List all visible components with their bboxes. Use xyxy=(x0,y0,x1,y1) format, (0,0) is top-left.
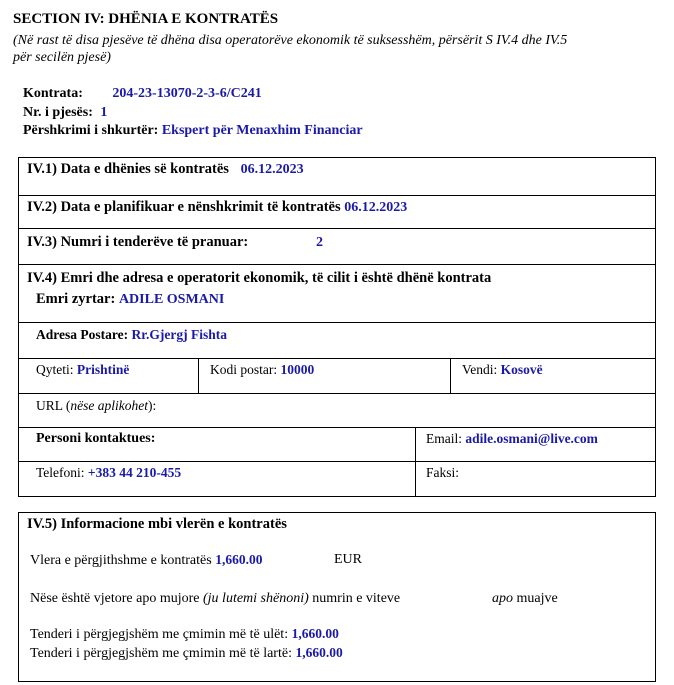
divider xyxy=(18,228,656,229)
annual-years: numrin e viteve xyxy=(312,591,401,606)
annual-hint: (ju lutemi shënoni) xyxy=(203,591,309,606)
address-label: Adresa Postare: xyxy=(36,327,129,342)
contract-label: Kontrata: xyxy=(23,86,83,101)
url-label-end: ): xyxy=(147,398,157,413)
iv1-value: 06.12.2023 xyxy=(240,162,304,177)
country-value: Kosovë xyxy=(500,362,543,377)
description-value: Ekspert për Menaxhim Financiar xyxy=(161,123,363,138)
email-label: Email: xyxy=(426,431,462,446)
currency: EUR xyxy=(334,552,362,567)
section-title: SECTION IV: DHËNIA E KONTRATËS xyxy=(13,11,279,27)
city-value: Prishtinë xyxy=(76,362,130,377)
iv1-row xyxy=(27,161,304,178)
highest-price-row xyxy=(30,645,343,662)
divider xyxy=(18,461,656,462)
total-value: 1,660.00 xyxy=(215,552,263,567)
annual-months-label: muajve xyxy=(516,591,558,606)
divider xyxy=(18,322,656,323)
total-value-row xyxy=(30,552,262,569)
divider xyxy=(415,427,416,497)
city-cell xyxy=(36,362,129,378)
address-value: Rr.Gjergj Fishta xyxy=(131,327,227,342)
divider xyxy=(450,358,451,393)
annual-row xyxy=(30,591,400,607)
divider xyxy=(18,427,656,428)
iv3-label: IV.3) Numri i tenderëve të pranuar: xyxy=(27,234,249,250)
divider xyxy=(18,358,656,359)
contract-value: 204-23-13070-2-3-6/C241 xyxy=(112,86,262,101)
description-row xyxy=(23,123,363,139)
annual-apo: apo xyxy=(492,591,513,606)
divider xyxy=(198,358,199,393)
lowest-price-label: Tenderi i përgjegjshëm me çmimin më të ulët: xyxy=(30,627,289,642)
url-hint: nëse aplikohet xyxy=(70,398,148,413)
section-note-line2: për secilën pjesë) xyxy=(13,50,111,65)
lot-value: 1 xyxy=(100,105,108,120)
official-name-row xyxy=(36,291,224,308)
divider xyxy=(18,264,656,265)
lowest-price-row xyxy=(30,626,339,643)
section-note-line1: (Në rast të disa pjesëve të dhëna disa operatorëve ekonomik të suksesshëm, përsërit S IV.4 dhe IV.5 xyxy=(13,33,568,48)
highest-price-label: Tenderi i përgjegjshëm me çmimin më të lartë: xyxy=(30,646,292,661)
total-value-label: Vlera e përgjithshme e kontratës xyxy=(30,553,212,568)
description-label: Përshkrimi i shkurtër: xyxy=(23,123,159,138)
iv3-value: 2 xyxy=(316,235,323,250)
url-row xyxy=(36,398,156,414)
phone-value: +383 44 210-455 xyxy=(87,465,182,480)
lot-label: Nr. i pjesës: xyxy=(23,105,93,120)
iv1-label: IV.1) Data e dhënies së kontratës xyxy=(27,161,229,177)
postal-value: 10000 xyxy=(280,362,315,377)
iv2-row xyxy=(27,199,407,216)
postal-label: Kodi postar: xyxy=(210,362,278,377)
contact-person-label: Personi kontaktues: xyxy=(36,431,156,446)
divider xyxy=(18,393,656,394)
iv5-label: IV.5) Informacione mbi vlerën e kontratës xyxy=(27,516,287,532)
address-row xyxy=(36,327,227,343)
annual-months xyxy=(492,591,558,607)
highest-price-value: 1,660.00 xyxy=(295,645,343,660)
email-cell xyxy=(426,431,598,447)
lowest-price-value: 1,660.00 xyxy=(291,626,339,641)
country-label: Vendi: xyxy=(462,362,498,377)
section-note xyxy=(13,32,663,66)
official-name-label: Emri zyrtar: xyxy=(36,291,116,307)
email-value: adile.osmani@live.com xyxy=(465,431,598,446)
url-label: URL ( xyxy=(36,398,71,413)
lot-row xyxy=(23,105,107,121)
country-cell xyxy=(462,362,543,378)
contract-row xyxy=(23,86,262,102)
postal-cell xyxy=(210,362,314,378)
phone-label: Telefoni: xyxy=(36,465,85,480)
iv4-label: IV.4) Emri dhe adresa e operatorit ekonomik, të cilit i është dhënë kontrata xyxy=(27,270,492,286)
phone-cell xyxy=(36,465,181,481)
city-label: Qyteti: xyxy=(36,362,74,377)
annual-text: Nëse është vjetore apo mujore xyxy=(30,591,200,606)
iv2-label: IV.2) Data e planifikuar e nënshkrimit të kontratës xyxy=(27,199,341,215)
iv2-value: 06.12.2023 xyxy=(344,200,408,215)
divider xyxy=(18,195,656,196)
official-name-value: ADILE OSMANI xyxy=(118,292,225,307)
fax-label: Faksi: xyxy=(426,465,460,480)
